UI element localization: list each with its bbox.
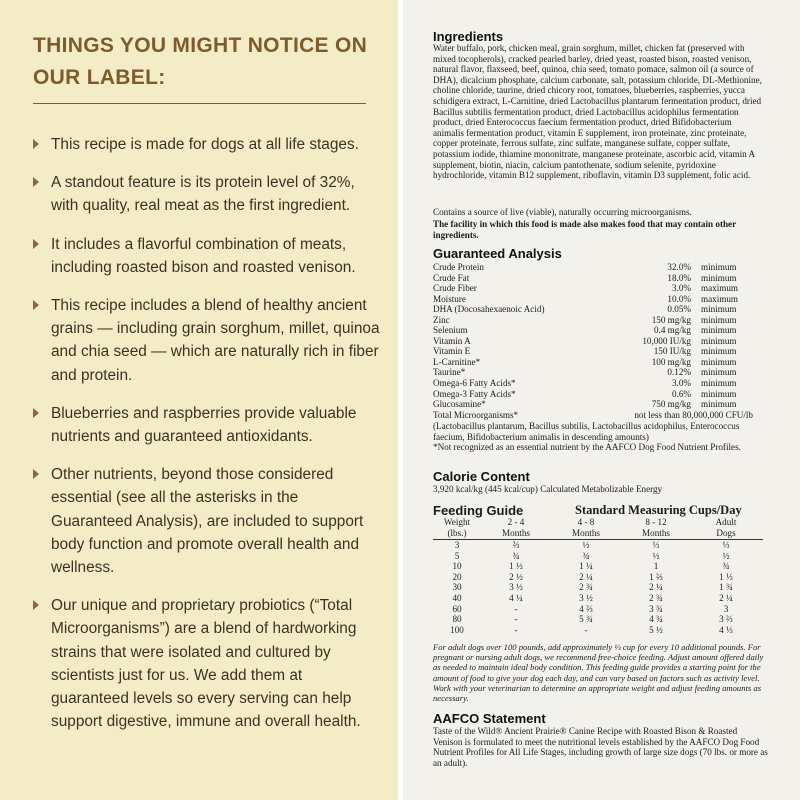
table-row: 5 ¾ ¾ ½ ½: [454, 550, 730, 561]
heading-divider: [33, 103, 366, 104]
calorie-text: 3,920 kcal/kg (445 kcal/cup) Calculated Metabolizable Energy: [433, 484, 663, 494]
live-microorganisms-note: Contains a source of live (viable), naturally occurring microorganisms.: [433, 207, 692, 217]
list-item: Other nutrients, beyond those considered essential (see all the asterisks in the Guaranteed Analysis), are included to support body function and promote overall health and wellness.: [33, 463, 383, 579]
analysis-table: [433, 262, 783, 420]
list-item: This recipe is made for dogs at all life stages.: [33, 133, 383, 156]
bullet-arrow-icon: [33, 600, 39, 610]
analysis-row: Taurine* 0.12% minimum: [433, 367, 737, 378]
feeding-subtitle: Standard Measuring Cups/Day: [575, 503, 742, 517]
bullet-arrow-icon: [33, 177, 39, 187]
analysis-row: Vitamin E 150 IU/kg minimum: [433, 346, 737, 357]
table-row: 60 - 4 ⅔ 3 ¾ 3: [452, 603, 729, 614]
bullet-arrow-icon: [33, 239, 39, 249]
aafco-text: Taste of the Wild® Ancient Prairie® Canine Recipe with Roasted Bison & Roasted Venison is formulated to meet the nutritional levels established by the AAFCO Dog Food Nutrient Profiles for All Life Stages, including growth of large size dogs (70 lbs. or more as an adult).: [433, 726, 768, 768]
calorie-title: Calorie Content: [433, 469, 530, 484]
aafco-title: AAFCO Statement: [433, 711, 546, 726]
analysis-title: Guaranteed Analysis: [433, 246, 562, 261]
bullet-arrow-icon: [33, 139, 39, 149]
panel-heading: THINGS YOU MIGHT NOTICE ON OUR LABEL:: [33, 34, 368, 89]
analysis-row: Crude Protein 32.0% minimum: [433, 262, 737, 272]
list-item: Our unique and proprietary probiotics (“Total Microorganisms”) are a blend of hardworking strains that were isolated and cultured by scientists just for us. We add them at guaranteed levels so every serving can help support digestive, immune and overall health.: [33, 594, 383, 733]
feeding-note: For adult dogs over 100 pounds, add approximately ⅓ cup for every 10 additional pounds. For pregnant or nursing adult dogs, we recommend free-choice feeding. Adjust amount offered daily as needed to maintain ideal body condition. This feeding guide provides a starting point for the amount of food to give your dog each day, and can vary based on factors such as activity level. Work with your veterinarian to determine an appropriate weight and adjust feeding amounts as necessary.: [433, 642, 764, 704]
table-row: 10 1 ½ 1 ¼ 1 ¾: [452, 561, 730, 572]
list-item: Blueberries and raspberries provide valuable nutrients and guaranteed antioxidants.: [33, 402, 383, 448]
analysis-row: Moisture 10.0% maximum: [433, 293, 739, 304]
list-item: A standout feature is its protein level of 32%, with quality, real meat as the first ingredient.: [33, 171, 383, 217]
analysis-row: Zinc 150 mg/kg minimum: [433, 314, 737, 325]
analysis-row-microorganisms: Total Microorganisms* not less than 80,000,000 CFU/lb: [433, 409, 753, 420]
label-panel: [403, 0, 800, 800]
analysis-row: DHA (Docosahexaenoic Acid) 0.05% minimum: [433, 304, 737, 315]
analysis-row: Crude Fiber 3.0% maximum: [433, 283, 739, 294]
analysis-row: Glucosamine* 750 mg/kg minimum: [433, 399, 737, 410]
bullet-arrow-icon: [33, 469, 39, 479]
bullet-arrow-icon: [33, 408, 39, 418]
bullet-arrow-icon: [33, 300, 39, 310]
table-header-row: (lbs.) Months Months Months Dogs: [447, 528, 736, 538]
feeding-table: [433, 517, 763, 635]
facility-note: The facility in which this food is made also makes food that may contain other ingredients.: [433, 219, 736, 240]
table-row: 3 ⅔ ½ ⅓ ⅓: [454, 540, 730, 550]
analysis-footnote: *Not recognized as an essential nutrient by the AAFCO Dog Food Nutrient Profiles.: [433, 442, 741, 452]
analysis-row: Omega-6 Fatty Acids* 3.0% minimum: [433, 378, 737, 389]
analysis-row: Omega-3 Fatty Acids* 0.6% minimum: [433, 388, 737, 399]
table-row: 80 - 5 ¾ 4 ¾ 3 ⅔: [452, 614, 733, 625]
analysis-row: Crude Fat 18.0% minimum: [433, 272, 737, 283]
table-row: 100 - - 5 ½ 4 ⅓: [450, 624, 733, 635]
table-row: 20 2 ½ 2 ¼ 1 ⅔ 1 ⅓: [452, 571, 733, 582]
list-item: It includes a flavorful combination of meats, including roasted bison and roasted venison.: [33, 233, 383, 279]
table-row: 40 4 ¼ 3 ½ 2 ¾ 2 ¼: [452, 592, 733, 603]
ingredients-title: Ingredients: [433, 29, 504, 44]
microorganisms-detail: (Lactobacillus plantarum, Bacillus subtilis, Lactobacillus acidophilus, Enterococcus faecium, Bifidobacterium animalis in descending amounts): [433, 421, 740, 442]
table-header-row: Weight 2 - 4 4 - 8 8 - 12 Adult: [443, 517, 737, 527]
analysis-row: Selenium 0.4 mg/kg minimum: [433, 325, 737, 336]
analysis-row: Vitamin A 10,000 IU/kg minimum: [433, 335, 737, 346]
analysis-row: L-Carnitine* 100 mg/kg minimum: [433, 356, 737, 367]
notes-list: [33, 133, 383, 748]
feeding-title: Feeding Guide: [433, 503, 524, 518]
ingredients-text: Water buffalo, pork, chicken meal, grain sorghum, millet, chicken fat (preserved with mixed tocopherols), cracked pearled barley, dried yeast, roasted bison, roasted venison, natural flavor, flaxseed, beef, quinoa, chia seed, tomato pomace, salmon oil (a source of DHA), dicalcium phosphate, calcium carbonate, salt, potassium chloride, DL-Methionine, choline chloride, taurine, dried chicory root, tomatoes, blueberries, raspberries, yucca schidigera extract, L-Carnitine, dried Lactobacillus plantarum fermentation product, dried Bacillus subtilis fermentation product, dried Lactobacillus acidophilus fermentation product, dried Enterococcus faecium fermentation product, dried Bifidobacterium animalis fermentation product, vitamin E supplement, iron proteinate, zinc proteinate, copper proteinate, ferrous sulfate, zinc sulfate, manganese sulfate, copper sulfate, potassium iodide, thiamine mononitrate, manganese proteinate, ascorbic acid, vitamin A supplement, biotin, niacin, calcium pantothenate, sodium selenite, pyridoxine hydrochloride, vitamin B12 supplement, riboflavin, vitamin D3 supplement, folic acid.: [433, 43, 762, 181]
list-item: This recipe includes a blend of healthy ancient grains — including grain sorghum, millet, quinoa and chia seed — which are naturally rich in fiber and protein.: [33, 294, 383, 387]
label-notes-panel: [0, 0, 398, 800]
table-row: 30 3 ½ 2 ¾ 2 ¼ 1 ¾: [452, 582, 733, 593]
